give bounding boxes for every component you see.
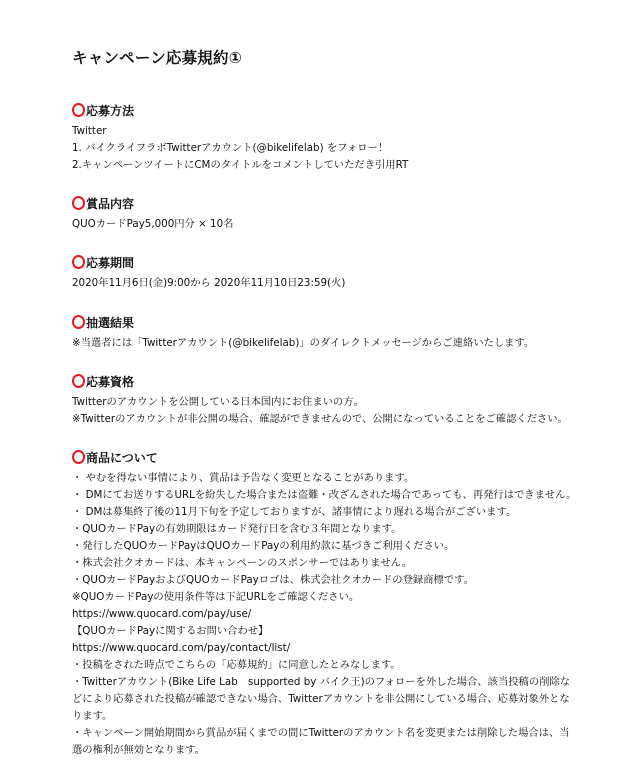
text-line: ・株式会社クオカードは、本キャンペーンのスポンサーではありません。 <box>72 557 412 569</box>
text-line: ・発行したQUOカードPayはQUOカードPayの利用約款に基づきご利用ください。 <box>72 540 455 552</box>
section-heading <box>72 372 590 390</box>
text-line: ・QUOカードPayおよびQUOカードPayロゴは、株式会社クオカードの登録商標です。 <box>72 574 474 586</box>
section-result <box>72 313 590 352</box>
red-circle-icon <box>72 315 85 329</box>
text-paragraph: ・キャンペーン開始期間から賞品が届くまでの間にTwitterのアカウント名を変更または削除した場合は、当選の権利が無効となります。 <box>72 727 570 756</box>
section-heading <box>72 313 590 331</box>
section-eligibility <box>72 372 590 428</box>
section-heading <box>72 101 590 119</box>
section-heading-label: 賞品内容 <box>86 196 135 211</box>
section-how-to-apply <box>72 101 590 174</box>
text-line: Twitter <box>72 125 107 137</box>
contact-url: https://www.quocard.com/pay/contact/list/ <box>72 642 291 654</box>
section-heading-label: 応募期間 <box>86 255 135 270</box>
text-line: 2.キャンペーンツイートにCMのタイトルをコメントしていただき引用RT <box>72 159 409 171</box>
use-url: https://www.quocard.com/pay/use/ <box>72 608 252 620</box>
section-prize <box>72 194 590 233</box>
text-line: ※当選者には「Twitterアカウント(@bikelifelab)」のダイレクトメッセージからご連絡いたします。 <box>72 337 535 349</box>
section-heading <box>72 194 590 212</box>
red-circle-icon <box>72 103 85 117</box>
text-line: ・投稿をされた時点でこちらの「応募規約」に同意したとみなします。 <box>72 659 401 671</box>
text-line: ・ DMは募集終了後の11月下旬を予定しておりますが、諸事情により遅れる場合がございます。 <box>72 506 517 518</box>
text-line: ・ DMにてお送りするURLを紛失した場合または盗難・改ざんされた場合であっても、再発行はできません。 <box>72 489 577 501</box>
red-circle-icon <box>72 450 85 464</box>
red-circle-icon <box>72 196 85 210</box>
section-heading-label: 応募方法 <box>86 103 135 118</box>
section-product <box>72 448 590 759</box>
text-line: ※QUOカードPayの使用条件等は下記URLをご確認ください。 <box>72 591 360 603</box>
text-line: 2020年11月6日(金)9:00から 2020年11月10日23:59(火) <box>72 277 346 289</box>
section-heading-label: 商品について <box>86 450 158 465</box>
text-line: Twitterのアカウントを公開している日本国内にお住まいの方。 <box>72 396 364 408</box>
text-line: 【QUOカードPayに関するお問い合わせ】 <box>72 625 269 637</box>
text-paragraph: ・Twitterアカウント(Bike Life Lab supported by バイク王)のフォローを外した場合、該当投稿の削除などにより応募された投稿が確認できない場合、Twitterアカウントを非公開にしている場合、応募対象外となります。 <box>72 676 571 722</box>
section-heading-label: 応募資格 <box>86 374 135 389</box>
section-heading <box>72 253 590 271</box>
text-line: QUOカードPay5,000円分 × 10名 <box>72 218 234 230</box>
section-period <box>72 253 590 292</box>
text-line: ・QUOカードPayの有効期限はカード発行日を含む３年間となります。 <box>72 523 402 535</box>
red-circle-icon <box>72 374 85 388</box>
text-line: ※Twitterのアカウントが非公開の場合、確認ができませんので、公開になっていることをご確認ください。 <box>72 413 568 425</box>
page-title: キャンペーン応募規約① <box>72 49 243 67</box>
red-circle-icon <box>72 255 85 269</box>
text-line: 1. バイクライフラボTwitterアカウント(@bikelifelab) をフォロー！ <box>72 142 389 154</box>
text-line: ・ やむを得ない事情により、賞品は予告なく変更となることがあります。 <box>72 472 415 484</box>
section-heading-label: 抽選結果 <box>86 315 135 330</box>
section-heading <box>72 448 590 466</box>
